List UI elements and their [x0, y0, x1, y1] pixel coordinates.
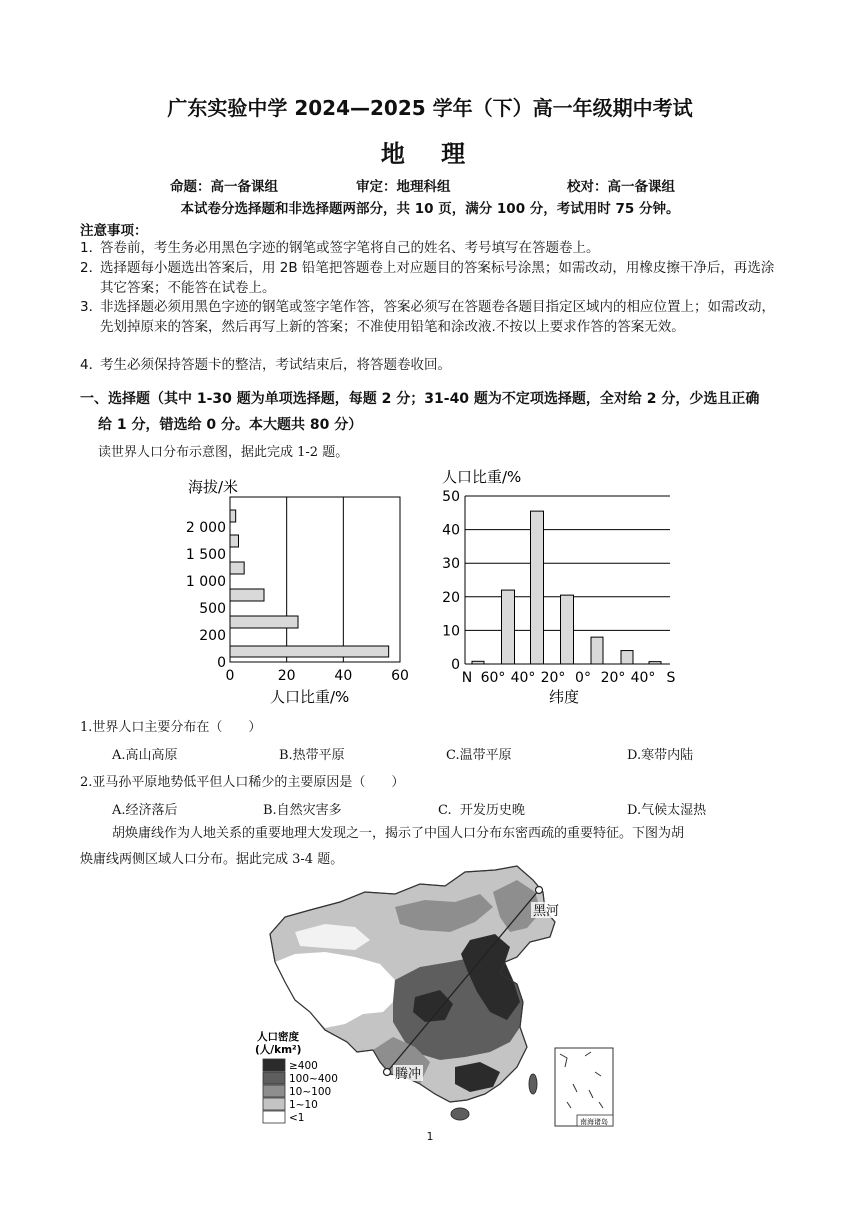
legend-label: ≥400	[289, 1060, 318, 1072]
question-2-stem: 2.亚马孙平原地势低平但人口稀少的主要原因是（ ）	[80, 775, 405, 790]
south-china-sea-inset	[555, 1048, 613, 1126]
legend-swatch	[263, 1111, 285, 1123]
reviewer-line: 审定：地理科组	[356, 179, 451, 195]
legend-swatch	[263, 1085, 285, 1097]
exam-info: 本试卷分选择题和非选择题两部分，共 10 页，满分 100 分，考试用时 75 分钟。	[180, 201, 680, 217]
chart1-xlabel: 人口比重/%	[270, 688, 350, 706]
proofreader-line: 校对：高一备课组	[567, 179, 675, 195]
chart2-bars	[472, 511, 661, 664]
chart2-xtick-label: N	[461, 670, 473, 686]
chart2-xlabel: 纬度	[549, 688, 580, 706]
exam-title: 广东实验中学 2024—2025 学年（下）高一年级期中考试	[167, 96, 693, 120]
chart2-xticks	[462, 670, 676, 686]
chart2-xtick-label: 60°	[480, 670, 506, 686]
notice-item-number: 4．	[80, 357, 103, 373]
chart1-bar	[230, 616, 298, 628]
chart2-xtick-label: S	[666, 670, 676, 686]
chart1-frame	[230, 497, 400, 662]
latitude-population-chart	[430, 462, 680, 710]
chart2-xtick-label: 20°	[540, 670, 566, 686]
chart1-bar	[230, 535, 239, 547]
tengchong-label: 腾冲	[395, 1067, 422, 1082]
notice-item	[80, 258, 780, 298]
chart2-bar	[502, 590, 515, 664]
question-intro-2-line2: 焕庸线两侧区域人口分布。据此完成 3-4 题。	[80, 852, 344, 867]
chart2-ytick-label: 30	[442, 556, 460, 573]
chart2-ytick-label: 50	[442, 489, 460, 505]
chart1-ytick-label: 1 000	[185, 574, 226, 590]
legend-swatch	[263, 1072, 285, 1084]
notice-item	[80, 238, 780, 258]
chart1-bar	[230, 646, 389, 657]
chart1-bar	[230, 562, 244, 574]
chart2-yticks	[442, 489, 460, 673]
chart2-ytick-label: 0	[451, 657, 460, 673]
chart1-bars	[230, 510, 389, 657]
notice-item-text: 选择题每小题选出答案后，用 2B 铅笔把答题卷上对应题目的答案标号涂黑；如需改动，用橡皮擦干净后，再选涂其它答案；不能答在试卷上。	[100, 260, 775, 296]
question-1-option-c[interactable]: C.温带平原	[446, 748, 512, 763]
question-1-option-a[interactable]: A.高山高原	[112, 748, 178, 763]
chart1-ytick-label: 2 000	[185, 520, 226, 536]
notice-item	[80, 355, 780, 375]
legend-label: 1~10	[289, 1099, 318, 1111]
legend-unit: (人/km²)	[255, 1044, 302, 1056]
chart1-ytick-label: 1 500	[185, 547, 226, 563]
chart2-bar	[621, 651, 633, 664]
section-heading-line1: 一、选择题（其中 1-30 题为单项选择题，每题 2 分；31-40 题为不定项选择题，全对给 2 分，少选且正确	[80, 391, 760, 407]
legend-label: 10~100	[289, 1086, 332, 1098]
chart2-xtick-label: 40°	[510, 670, 536, 686]
legend-label: 100~400	[289, 1073, 338, 1085]
chart2-bar	[531, 511, 544, 664]
chart2-xtick-label: 0°	[575, 670, 591, 686]
inset-label: 南海诸岛	[580, 1118, 608, 1126]
chart1-ytick-label: 0	[217, 655, 226, 671]
subject-title: 地 理	[380, 140, 480, 168]
section-heading	[80, 386, 780, 438]
chart2-ytick-label: 20	[442, 589, 460, 606]
notice-heading: 注意事项：	[80, 223, 148, 239]
notice-item-text: 考生必须保持答题卡的整洁，考试结束后，将答题卷收回。	[100, 357, 451, 373]
chart2-bar	[649, 662, 661, 664]
map-legend	[255, 1030, 338, 1124]
chart1-bar	[230, 510, 236, 522]
question-1-option-d[interactable]: D.寒带内陆	[627, 748, 694, 763]
chart2-ytick-label: 10	[442, 623, 460, 640]
chart2-ytick-label: 40	[442, 522, 460, 539]
heihe-label: 黑河	[533, 904, 560, 919]
altitude-population-chart	[180, 470, 420, 710]
chart1-bar	[230, 589, 264, 601]
chart1-xticks	[226, 668, 409, 684]
page-number: 1	[426, 1130, 434, 1143]
tengchong-point	[384, 1069, 391, 1076]
chart1-xtick-label: 60	[391, 668, 409, 684]
notice-item-text: 答卷前，考生务必用黑色字迹的钢笔或签字笔将自己的姓名、考号填写在答题卷上。	[100, 240, 600, 256]
legend-swatch	[263, 1098, 285, 1110]
notice-item-number: 1．	[80, 240, 103, 256]
notice-item	[80, 297, 780, 337]
legend-label: <1	[289, 1112, 305, 1124]
chart2-xtick-label: 20°	[600, 670, 626, 686]
notice-item-text: 非选择题必须用黑色字迹的钢笔或签字笔作答，答案必须写在答题卷各题目指定区域内的相应位置上；如需改动，先划掉原来的答案，然后再写上新的答案；不准使用铅笔和涂改液.不按以上要求作答的答案无效。	[100, 299, 775, 335]
legend-title: 人口密度	[257, 1031, 299, 1043]
question-2-option-b[interactable]: B.自然灾害多	[263, 803, 342, 818]
question-intro-2-line1: 胡焕庸线作为人地关系的重要地理大发现之一，揭示了中国人口分布东密西疏的重要特征。下图为胡	[112, 826, 685, 841]
china-population-map	[255, 862, 615, 1130]
chart1-ytick-label: 500	[199, 601, 226, 617]
question-intro: 读世界人口分布示意图，据此完成 1-2 题。	[98, 445, 349, 460]
notice-item-number: 2．	[80, 260, 103, 276]
chart1-yticks	[186, 520, 226, 671]
section-heading-line2: 给 1 分，错选给 0 分。本大题共 80 分）	[98, 417, 363, 433]
heihe-point	[536, 887, 543, 894]
chart2-bar	[561, 595, 574, 664]
chart1-ylabel: 海拔/米	[188, 478, 239, 496]
chart2-xtick-label: 40°	[630, 670, 656, 686]
chart2-ylabel: 人口比重/%	[442, 468, 522, 486]
notice-item-number: 3．	[80, 299, 103, 315]
chart2-bar	[472, 661, 484, 664]
chart1-xtick-label: 0	[225, 668, 235, 684]
question-2-option-c[interactable]: C. 开发历史晚	[438, 803, 525, 818]
question-1-stem: 1.世界人口主要分布在（ ）	[80, 720, 262, 735]
chart1-xtick-label: 20	[277, 668, 296, 684]
chart1-ytick-label: 200	[199, 628, 226, 644]
chart1-gridlines	[287, 497, 344, 662]
chart2-bar	[591, 637, 603, 664]
legend-swatch	[263, 1059, 285, 1071]
question-2-option-a[interactable]: A.经济落后	[112, 803, 178, 818]
chart1-xtick-label: 40	[334, 668, 353, 684]
author-line: 命题：高一备课组	[170, 179, 278, 195]
question-2-option-d[interactable]: D.气候太湿热	[627, 803, 707, 818]
question-1-option-b[interactable]: B.热带平原	[279, 748, 345, 763]
